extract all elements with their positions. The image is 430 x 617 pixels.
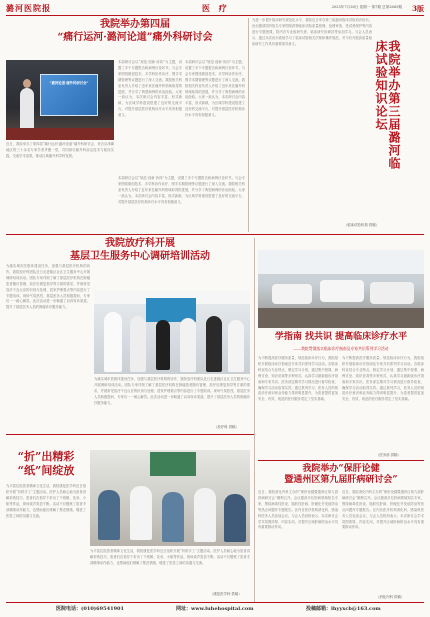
footer-phone: 医院电话：(010)69541901 [56,606,125,612]
article6-headline: 我院举办“保肝论健 暨通州区第九届肝病研讨会” [284,464,398,486]
meeting-photo [258,250,424,328]
speaker-figure [20,88,34,132]
projection-screen: “潞河论道·痛外科研讨会” [40,74,98,116]
article4-headline: 学指南 找共识 提高临床诊疗水平 [274,332,408,342]
issue-date: 2025年7月28日 星期一 第7期 总第2665期 [331,5,402,9]
article4-subtitle: ——我院贯彻落实临床诊疗指南及专家共识系列学习活动 [293,346,389,351]
article4-body-col1: 为不断提高医疗服务质量，规范临床诊疗行为，我院组织开展临床诊疗指南及专家共识系列学习活动。各临床科室结合专业特点，制定学习计划，通过集中授课、病例讨论、知识竞赛等多种形式，认真学习最新版诊疗指南和专家共识。医务部定期对学习情况进行督导检查，确保学习活动取得实效。通过系列学习，医务人员的规范诊疗意识和业务能力得到明显提升，为患者提供更加安全、有效、规范的医疗服务奠定了坚实基础。 [258,356,338,402]
training-photo [94,290,250,374]
article4-credit: （医务部 供稿） [376,453,401,457]
article1-headline: 我院举办第四届 “痛行运河·潞河论道”痛外科研讨会 [57,19,213,43]
article1-body-col1: 本届研讨会以“规范·创新·协同”为主题，设置了多个专题报告和病例讨论环节。与会专家围绕微创技术、多学科协作诊疗、围手术期管理等议题进行了深入交流。我院相关科室负责人介绍了近年来在痛外科领域取得的进展，并分享了典型病例的诊治经验。大家一致认为，本次研讨会内容丰富、形式新颖，为区域学科建设搭建了良好的交流平台，对提升基层医疗机构诊疗水平具有积极意义。 [118,60,182,118]
article3-body-col2: 为落实城市医联体建设任务，加强与基层医疗机构的协作，我院放疗科团队近日走进辖区社区卫生服务中心开展调研培训活动。团队专家详细了解了基层医疗机构在肿瘤患者随访管理、放疗后康复指导等方面的需求，并就常见放疗不良反应的识别与处理、居家护理要点等内容进行了专题培训。现场气氛热烈，基层医务人员积极提问，专家们一一耐心解答。此次活动进一步畅通了双向转诊渠道，提升了基层医务人员的肿瘤诊疗服务能力。 [94,377,250,405]
article5-body-col2: 为丰富住院患者精神文化生活，我院康复医学科近日组织开展“折纸手工”主题活动。医护人员耐心地为患者讲解折纸技巧，患者们在指导下折出了千纸鹤、花朵、小船等作品，现场欢声笑语不断。活动不仅锻炼了患者手部精细动作能力，也帮助他们缓解了焦虑情绪，增进了医患之间的沟通与交流。 [90,549,250,565]
newspaper-title: 潞河医院报 [6,3,51,13]
article6-body-col1: 近日，我院消化内科主办的“保肝论健暨通州区第九届肝病研讨会”顺利召开。会议邀请多位肝病领域知名专家，围绕病毒性肝炎、脂肪性肝病、肝硬化并发症防治等热点问题作专题报告。区内各医疗机构消化科、感染科医务人员参加会议。与会人员纷纷表示，本次研讨会学术氛围浓厚，内容实用，对提升区域肝病防治水平具有重要推动作用。 [258,490,338,530]
article3-credit: （放疗科 供稿） [214,425,239,429]
article2-credit: （临床试验机构 供稿） [344,223,379,227]
article1-body-col3: 本届研讨会以“规范·创新·协同”为主题，设置了多个专题报告和病例讨论环节。与会专家围绕微创技术、多学科协作诊疗、围手术期管理等议题进行了深入交流。我院相关科室负责人介绍了近年来在痛外科领域取得的进展，并分享了典型病例的诊治经验。大家一致认为，本次研讨会内容丰富、形式新颖，为区域学科建设搭建了良好的交流平台，对提升基层医疗机构诊疗水平具有积极意义。 [118,176,245,204]
seminar-photo [6,60,114,140]
article4-body-col2: 为不断提高医疗服务质量，规范临床诊疗行为，我院组织开展临床诊疗指南及专家共识系列学习活动。各临床科室结合专业特点，制定学习计划，通过集中授课、病例讨论、知识竞赛等多种形式，认真学习最新版诊疗指南和专家共识。医务部定期对学习情况进行督导检查，确保学习活动取得实效。通过系列学习，医务人员的规范诊疗意识和业务能力得到明显提升，为患者提供更加安全、有效、规范的医疗服务奠定了坚实基础。 [342,356,424,402]
article3-headline: 我院放疗科开展 基层卫生服务中心调研培训活动 [70,238,210,262]
article2-body: 为进一步提升临床研究规范化水平，我院近日举办第三届潞河临床试验知识论坛。论坛邀请国内知名专家围绕药物临床试验质量管理、伦理审查、受试者保护等内容进行专题授课，院内各专业组研究者、临床研究协调员等参加学习。与会人员表示，通过本次论坛系统学习了临床试验相关法规和操作规范，对今后开展高质量临床研究工作具有重要指导意义。 [252,18,372,46]
article5-headline: “折”出精彩 “纸”间绽放 [17,450,75,477]
page-number: 3版 [412,4,424,13]
article1-caption: 近日，我院举办了第四届“痛行运河·潞河论道”痛外科研讨会，来自京津冀地区的三十余名专家学者齐聚一堂，共同探讨痛外科前沿技术与临床实践，交流学术成果，推动区域痛外科学科发展。 [6,142,114,158]
article3-body-col1: 为落实城市医联体建设任务，加强与基层医疗机构的协作，我院放疗科团队近日走进辖区社区卫生服务中心开展调研培训活动。团队专家详细了解了基层医疗机构在肿瘤患者随访管理、放疗后康复指导等方面的需求，并就常见放疗不良反应的识别与处理、居家护理要点等内容进行了专题培训。现场气氛热烈，基层医务人员积极提问，专家们一一耐心解答。此次活动进一步畅通了双向转诊渠道，提升了基层医务人员的肿瘤诊疗服务能力。 [6,264,90,310]
footer [6,602,424,615]
meeting-table [258,308,424,328]
article2-headline: 我院举办第三届潞河临床试验知识论坛 [374,40,401,170]
article6-body-col2: 近日，我院消化内科主办的“保肝论健暨通州区第九届肝病研讨会”顺利召开。会议邀请多位肝病领域知名专家，围绕病毒性肝炎、脂肪性肝病、肝硬化并发症防治等热点问题作专题报告。区内各医疗机构消化科、感染科医务人员参加会议。与会人员纷纷表示，本次研讨会学术氛围浓厚，内容实用，对提升区域肝病防治水平具有重要推动作用。 [342,490,424,530]
footer-email[interactable]: 投稿邮箱：lhyyxcb@163.com [306,606,381,612]
origami-photo [90,450,250,546]
article5-credit: （康复医学科 供稿） [210,592,242,596]
section-title: 医 疗 [202,3,230,13]
doctor-figure [104,312,122,372]
masthead [6,3,424,16]
footer-website[interactable]: 网址：www.luhehospital.com [176,606,254,612]
article6-credit: （消化内科 供稿） [376,595,405,599]
article5-body-col1: 为丰富住院患者精神文化生活，我院康复医学科近日组织开展“折纸手工”主题活动。医护人员耐心地为患者讲解折纸技巧，患者们在指导下折出了千纸鹤、花朵、小船等作品，现场欢声笑语不断。活动不仅锻炼了患者手部精细动作能力，也帮助他们缓解了焦虑情绪，增进了医患之间的沟通与交流。 [6,484,86,518]
article1-body-col2: 本届研讨会以“规范·创新·协同”为主题，设置了多个专题报告和病例讨论环节。与会专家围绕微创技术、多学科协作诊疗、围手术期管理等议题进行了深入交流。我院相关科室负责人介绍了近年来在痛外科领域取得的进展，并分享了典型病例的诊治经验。大家一致认为，本次研讨会内容丰富、形式新颖，为区域学科建设搭建了良好的交流平台，对提升基层医疗机构诊疗水平具有积极意义。 [185,60,245,118]
